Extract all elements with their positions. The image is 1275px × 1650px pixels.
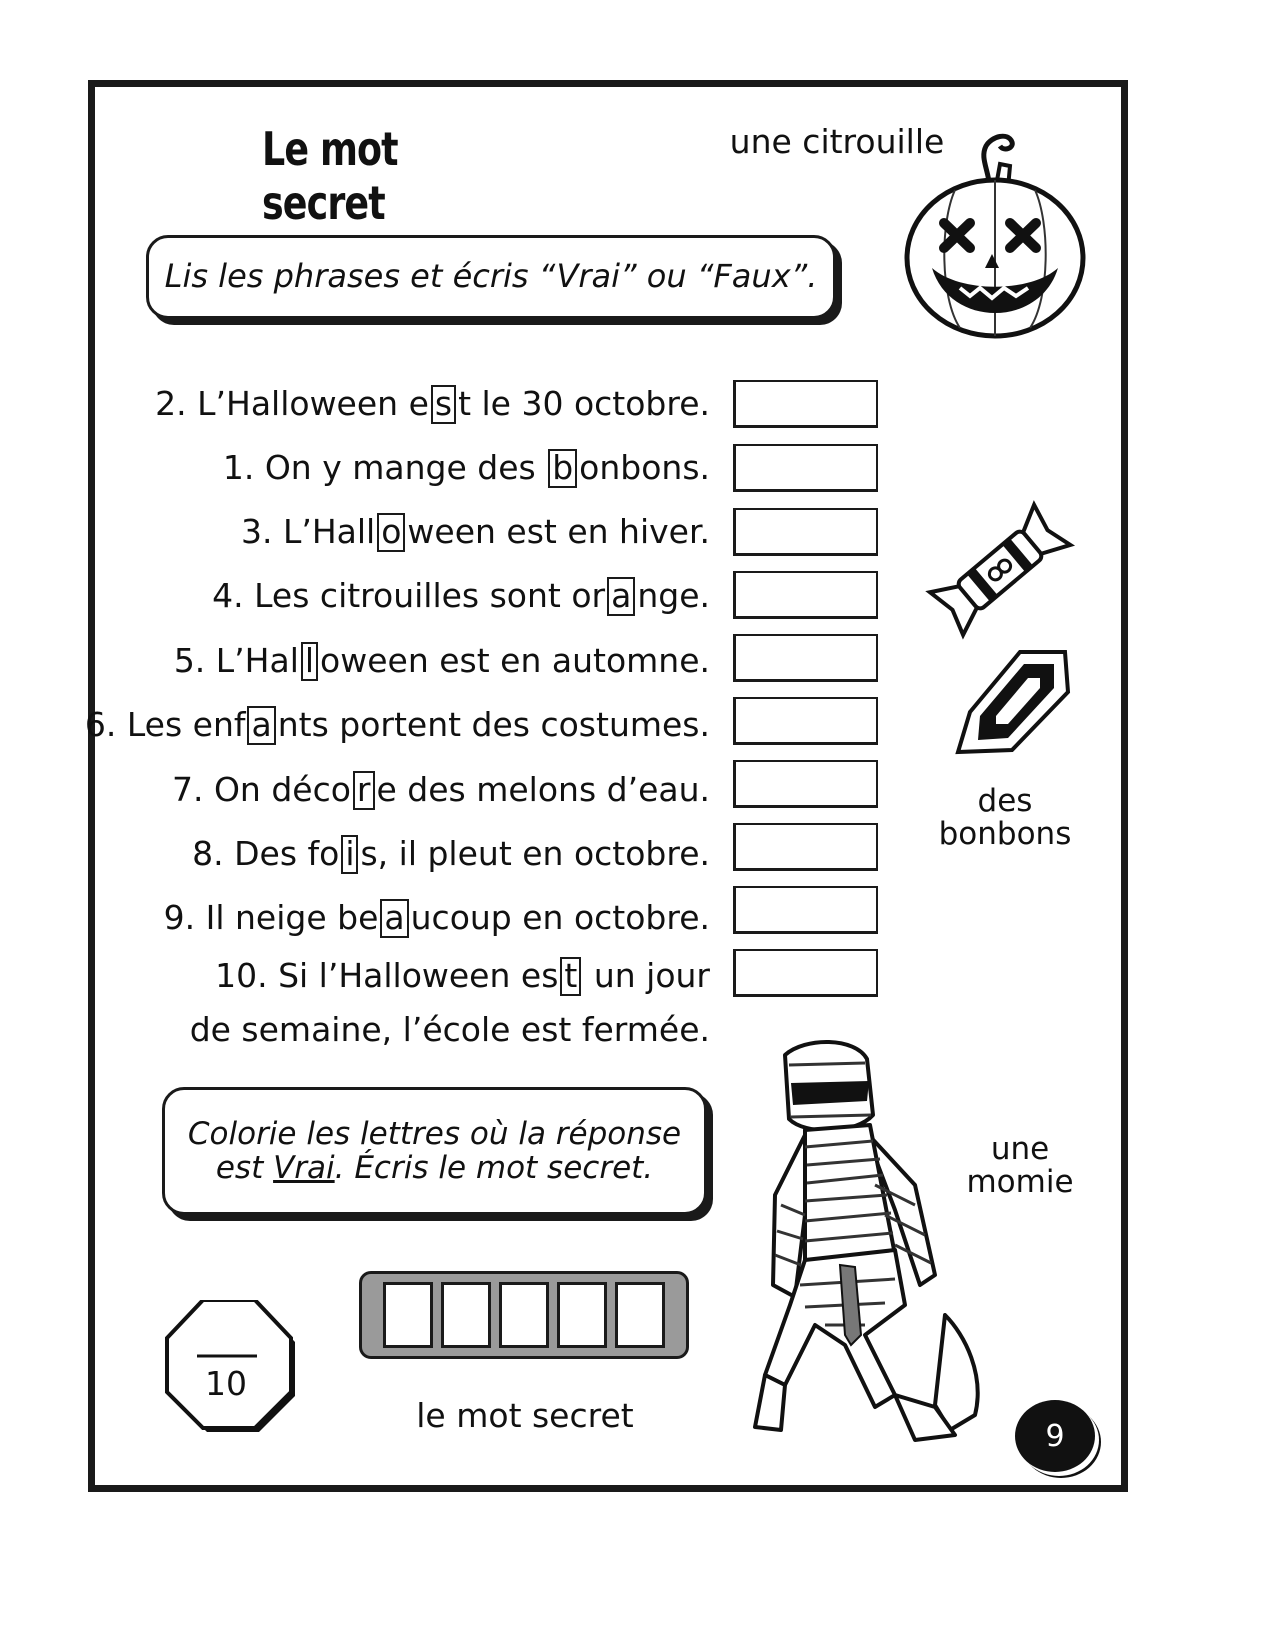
question-text-post: onbons. [579,448,710,488]
question-row [100,434,710,496]
answer-box[interactable] [733,949,878,997]
wrapped-candy-icon [950,642,1075,757]
instruction-bottom-line2 [216,1151,653,1185]
page-number-badge [1015,1400,1095,1472]
secret-letter: b [548,449,577,488]
question-text-pre: 6. Les enf [84,705,246,745]
question-text-pre: 10. Si l’Halloween es [215,956,559,996]
instruction-bottom-line1: Colorie les lettres où la réponse [187,1115,682,1152]
answer-box[interactable] [733,444,878,492]
candy-label-line1: des [977,783,1033,819]
mummy-icon [745,1035,1005,1455]
question-text-post: ucoup en octobre. [410,898,710,938]
instruction-bottom-pre: est [215,1150,274,1186]
question-row [100,756,710,818]
secret-letter: t [560,957,581,996]
question-text-post: s, il pleut en octobre. [360,834,710,874]
question-row [100,498,710,560]
answer-box[interactable] [733,697,878,745]
score-denominator: 10 [205,1364,247,1403]
secret-letter: a [247,706,275,745]
question-text-pre: 7. On déco [171,770,351,810]
question-row [100,942,710,1004]
question-text-post: un jour [583,956,710,996]
candy-icon [918,488,1083,653]
pumpkin-label: une citrouille [729,122,945,161]
secret-word-label: le mot secret [416,1396,634,1435]
secret-word-cell[interactable] [441,1282,491,1348]
question-text-pre: 1. On y mange des [222,448,547,488]
question-text-post: e des melons d’eau. [376,770,710,810]
instruction-bottom-post: . Écris le mot secret. [334,1150,654,1186]
question-text-post: t le 30 octobre. [458,384,710,424]
question-text-pre: 4. Les citrouilles sont or [212,576,606,616]
secret-word-bar [359,1271,689,1359]
secret-letter: r [353,771,375,810]
answer-box[interactable] [733,508,878,556]
question-row [84,691,710,753]
page-number: 9 [1045,1418,1065,1454]
secret-word-cell[interactable] [615,1282,665,1348]
answer-box[interactable] [733,823,878,871]
instruction-top-text: Lis les phrases et écris “Vrai” ou “Faux”. [164,257,818,296]
secret-letter: s [431,385,456,424]
question-text-post: oween est en automne. [320,641,710,681]
mummy-label-line1: une [990,1131,1050,1167]
secret-word-cell[interactable] [557,1282,607,1348]
candy-label [930,785,1080,852]
secret-word-cell[interactable] [383,1282,433,1348]
question-text-pre: 2. L’Halloween e [155,384,429,424]
question-text-pre: 9. Il neige be [163,898,379,938]
instruction-box-bottom [162,1087,707,1215]
secret-letter: i [341,835,358,874]
question-text-pre: 8. Des fo [192,834,340,874]
question-row [100,820,710,882]
candy-label-line2: bonbons [938,816,1072,853]
secret-letter: l [301,642,318,681]
question-text-pre: 3. L’Hall [240,512,376,552]
instruction-bottom-underlined: Vrai [273,1150,335,1186]
answer-box[interactable] [733,571,878,619]
question-text-pre: 5. L’Hal [173,641,299,681]
question-row [100,627,710,689]
mummy-label [950,1133,1090,1200]
instruction-box-top [146,235,836,319]
secret-letter: a [607,577,635,616]
answer-box[interactable] [733,634,878,682]
pumpkin-icon [900,128,1090,343]
mummy-label-line2: momie [966,1164,1074,1201]
answer-box[interactable] [733,760,878,808]
secret-letter: a [380,899,408,938]
question-row [100,370,710,432]
secret-word-cell[interactable] [499,1282,549,1348]
question-row [100,884,710,946]
secret-letter: o [377,513,405,552]
question-text-continued: de semaine, l’école est fermée. [189,1010,710,1049]
question-row [100,562,710,624]
question-text-post: ween est en hiver. [407,512,710,552]
answer-box[interactable] [733,886,878,934]
answer-box[interactable] [733,380,878,428]
question-text-post: nge. [637,576,710,616]
page-title: Le mot secret [262,122,398,230]
question-text-post: nts portent des costumes. [277,705,710,745]
